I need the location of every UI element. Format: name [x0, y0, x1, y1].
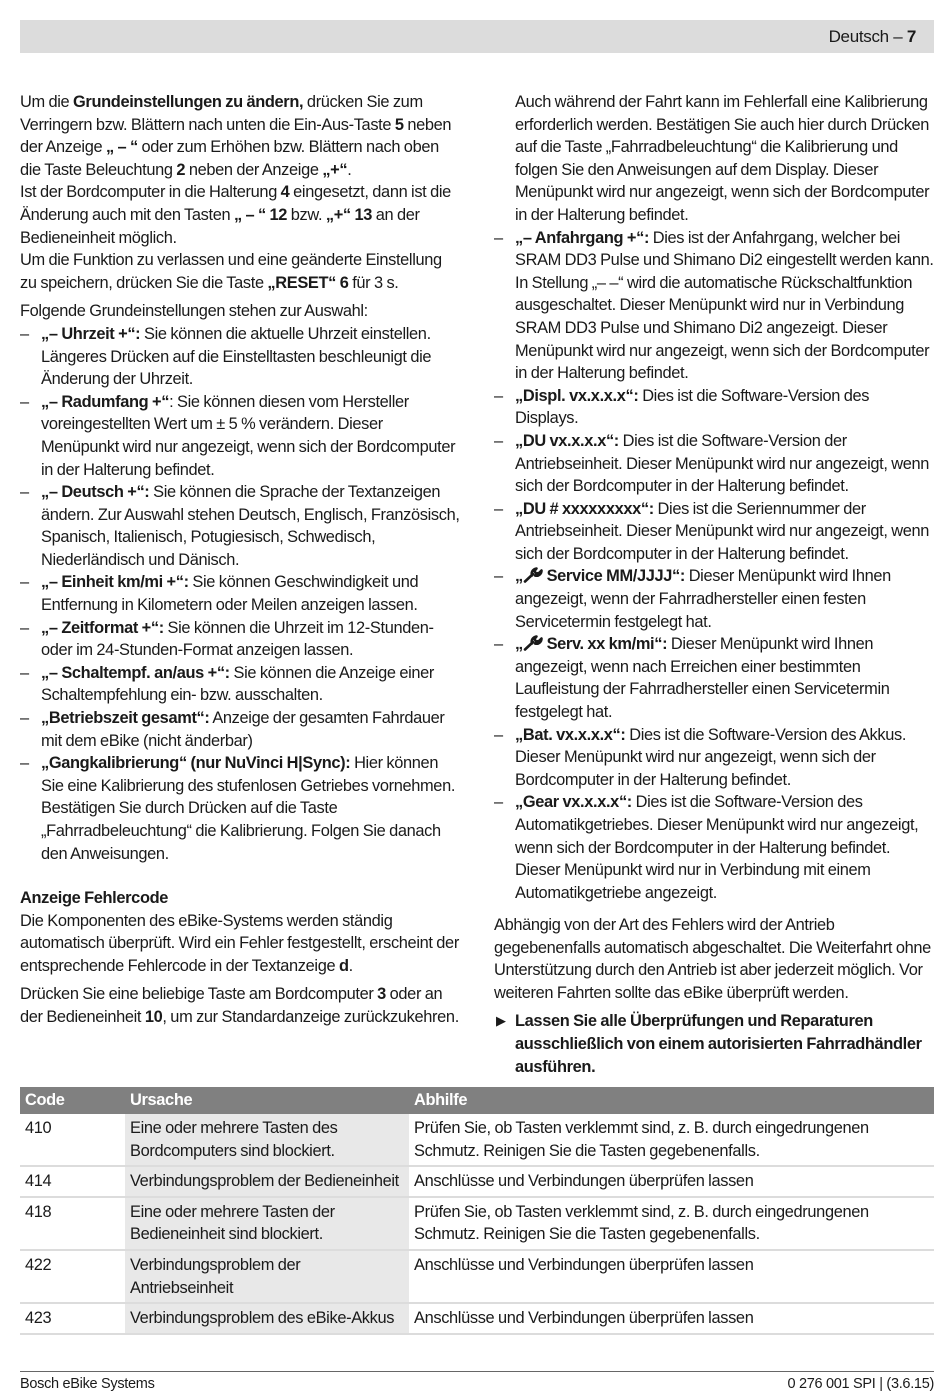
page-header — [20, 20, 934, 53]
list-item-text: Sie können die Sprache der Textanzeigen ändern. Zur Auswahl stehen Deutsch, Englisch, Französisch, Spanisch, Italienisch, Potugiesisch, Schwedisch, Niederländisch und Dänisch. — [41, 483, 460, 569]
error-remedy-cell: Anschlüsse und Verbindungen überprüfen lassen — [409, 1250, 934, 1303]
error-remedy-cell: Prüfen Sie, ob Tasten verklemmt sind, z. B. durch eingedrungenen Schmutz. Reinigen Sie die Tasten gegebenenfalls. — [409, 1114, 934, 1166]
list-item-text: Dieser Menüpunkt wird Ihnen angezeigt, wenn der Fahrradhersteller einen festen Servicetermin festgelegt hat. — [515, 567, 891, 631]
table-header-row — [20, 1087, 934, 1114]
list-item — [20, 391, 462, 481]
list-dash: – — [20, 573, 29, 592]
list-dash: – — [494, 386, 503, 405]
list-dash: – — [494, 499, 503, 518]
list-dash: – — [20, 709, 29, 728]
list-item-text: Dies ist der Anfahrgang, welcher bei SRAM DD3 Pulse und Shimano Di2 eingestellt werden kann. In Stellung „– –“ wird die automatische Rückschaltfunktion ausgeschaltet. Dieser Menüpunkt wird nur in Verbindung SRAM DD3 Pulse und Shimano Di2 angezeigt. Dieser Menüpunkt wird nur angezeigt, wenn sich der Bordcomputer in der Halterung befindet. — [515, 228, 934, 383]
paragraph-holder-keys: Ist der Bordcomputer in die Halterung 4 eingesetzt, dann ist die Änderung auch mit den Tasten „ – “ 12 bzw. „+“ 13 an der Bedieneinheit möglich. — [20, 183, 451, 247]
left-column — [20, 91, 462, 865]
list-item-text: Dies ist die Software-Version des Akkus. Dieser Menüpunkt wird nur angezeigt, wenn sich der Bordcomputer in der Halterung befindet. — [515, 725, 907, 789]
error-code-cell: 414 — [20, 1166, 125, 1197]
list-item — [494, 633, 935, 723]
paragraph-save-setting: Um die Funktion zu verlassen und eine geänderte Einstellung zu speichern, drücken Sie die Taste „RESET“ 6 für 3 s. — [20, 251, 442, 292]
error-cause-cell: Eine oder mehrere Tasten des Bordcomputers sind blockiert. — [125, 1114, 409, 1166]
list-item-label: „– Zeitformat +“: — [41, 618, 164, 637]
column-header-cause: Ursache — [125, 1087, 409, 1114]
right-column — [494, 91, 935, 904]
header-page-number: 7 — [906, 27, 916, 46]
list-item-label: „– Deutsch +“: — [41, 483, 150, 502]
list-dash: – — [494, 725, 503, 744]
list-item-text: Dieser Menüpunkt wird Ihnen angezeigt, wenn nach Erreichen einer bestimmten Laufleistung der Fahrradhersteller einen Servicetermin festgelegt hat. — [515, 635, 890, 722]
column-header-remedy: Abhilfe — [409, 1087, 934, 1114]
list-dash: – — [20, 392, 29, 411]
list-item-text: Dies ist die Seriennummer der Antriebseinheit. Dieser Menüpunkt wird nur angezeigt, wenn sich der Bordcomputer in der Halterung befindet. — [515, 499, 930, 563]
list-item-text: : Sie können diesen vom Hersteller voreingestellten Wert um ± 5 % verändern. Dieser Menüpunkt wird nur angezeigt, wenn sich der Bordcomputer in der Halterung befindet. — [41, 392, 456, 479]
error-cause-cell: Eine oder mehrere Tasten der Bedieneinheit sind blockiert. — [125, 1197, 409, 1250]
error-cause-cell: Verbindungsproblem der Bedieneinheit — [125, 1166, 409, 1197]
error-cause-cell: Verbindungsproblem der Antriebseinheit — [125, 1250, 409, 1303]
list-item-label: „– Anfahrgang +“: — [515, 228, 650, 247]
list-item — [494, 724, 935, 792]
table-row — [20, 1197, 934, 1250]
list-item-label: „ Serv. xx km/mi“: — [515, 635, 668, 654]
list-item-label: „Betriebszeit gesamt“: — [41, 709, 210, 728]
list-item — [20, 662, 462, 707]
table-row — [20, 1114, 934, 1166]
wrench-icon — [523, 635, 543, 651]
paragraph-return-standard: Drücken Sie eine beliebige Taste am Bordcomputer 3 oder an der Bedieneinheit 10, um zur Standardanzeige zurückzukehren. — [20, 985, 459, 1026]
footer-divider — [20, 1371, 934, 1372]
list-item-label: „Bat. vx.x.x.x“: — [515, 725, 626, 744]
list-item — [494, 385, 935, 430]
header-language: Deutsch — [828, 27, 889, 46]
section-title-error-code: Anzeige Fehlercode — [20, 889, 169, 907]
page-number-label — [829, 27, 916, 47]
list-item-label: „DU vx.x.x.x“: — [515, 431, 619, 450]
paragraph-error-check: Die Komponenten des eBike-Systems werden ständig automatisch überprüft. Wird ein Fehler festgestellt, erscheint der entsprechende Fehlercode in der Textanzeige d. — [20, 911, 459, 975]
header-separator: – — [888, 27, 907, 46]
list-item-label: „– Uhrzeit +“: — [41, 324, 141, 343]
list-item — [20, 707, 462, 752]
error-remedy-cell: Anschlüsse und Verbindungen überprüfen lassen — [409, 1166, 934, 1197]
list-item — [494, 430, 935, 498]
list-dash: – — [20, 754, 29, 773]
info-settings-list — [494, 227, 935, 905]
error-section-right — [494, 914, 935, 1078]
list-item — [494, 565, 935, 633]
list-item — [494, 791, 935, 904]
list-item-label: „DU # xxxxxxxxx“: — [515, 499, 654, 518]
list-item — [20, 571, 462, 616]
error-remedy-cell: Prüfen Sie, ob Tasten verklemmt sind, z. B. durch eingedrungenen Schmutz. Reinigen Sie die Tasten gegebenenfalls. — [409, 1197, 934, 1250]
error-code-cell: 410 — [20, 1114, 125, 1166]
list-item-label: „Gangkalibrierung“ (nur NuVinci H|Sync): — [41, 754, 351, 773]
service-note-text: Lassen Sie alle Überprüfungen und Reparaturen ausschließlich von einem autorisierten Fahrradhändler ausführen. — [515, 1012, 922, 1076]
table-row — [20, 1303, 934, 1334]
list-item-text: Sie können die Anzeige einer Schaltempfehlung ein- bzw. ausschalten. — [41, 663, 435, 705]
list-dash: – — [20, 483, 29, 502]
list-item-label: „– Schaltempf. an/aus +“: — [41, 663, 230, 682]
service-note — [494, 1010, 935, 1078]
error-code-cell: 423 — [20, 1303, 125, 1334]
paragraph-settings-intro: Folgende Grundeinstellungen stehen zur Auswahl: — [20, 302, 368, 321]
list-item-text: Dies ist die Software-Version der Antriebseinheit. Dieser Menüpunkt wird nur angezeigt, wenn sich der Bordcomputer in der Halterung befindet. — [515, 431, 930, 496]
list-item — [494, 498, 935, 566]
paragraph-drive-shutdown: Abhängig von der Art des Fehlers wird der Antrieb gegebenenfalls automatisch abgeschaltet. Die Weiterfahrt ohne Unterstützung durch den Antrieb ist aber jederzeit möglich. Vor weiteren Fahrten sollte das eBike überprüft werden. — [494, 916, 931, 1002]
error-code-cell: 422 — [20, 1250, 125, 1303]
list-item-text: Dies ist die Software-Version des Automatikgetriebes. Dieser Menüpunkt wird nur angezeigt, wenn sich der Bordcomputer in der Halterung befindet. Dieser Menüpunkt wird nur in Verbindung mit einem Automatikgetriebe angezeigt. — [515, 793, 919, 902]
error-cause-cell: Verbindungsproblem des eBike-Akkus — [125, 1303, 409, 1334]
list-item-label: „ Service MM/JJJJ“: — [515, 567, 685, 586]
list-item-text: Sie können die Uhrzeit im 12-Stunden- oder im 24-Stunden-Format anzeigen lassen. — [41, 618, 434, 660]
list-item-text: Sie können Geschwindigkeit und Entfernung in Kilometern oder Meilen anzeigen lassen. — [41, 573, 419, 615]
list-item-label: „– Einheit km/mi +“: — [41, 573, 189, 592]
list-dash: – — [494, 431, 503, 450]
list-item — [494, 227, 935, 385]
error-code-cell: 418 — [20, 1197, 125, 1250]
list-dash: – — [20, 663, 29, 682]
list-dash: – — [494, 228, 503, 247]
list-item-text: Dies ist die Software-Version des Displays. — [515, 386, 870, 428]
table-body — [20, 1114, 934, 1334]
list-dash: – — [494, 635, 503, 654]
error-section-left — [20, 887, 462, 1029]
paragraph-change-settings: Um die Grundeinstellungen zu ändern, drücken Sie zum Verringern bzw. Blättern nach unten die Ein-Aus-Taste 5 neben der Anzeige „ – “ oder zum Erhöhen bzw. Blättern nach oben die Taste Beleuchtung 2 neben der Anzeige „+“. — [20, 93, 452, 179]
table-row — [20, 1166, 934, 1197]
list-dash: – — [20, 324, 29, 343]
footer-publisher: Bosch eBike Systems — [20, 1376, 155, 1392]
list-dash: – — [494, 793, 503, 812]
list-item-text: Anzeige der gesamten Fahrdauer mit dem eBike (nicht änderbar) — [41, 709, 445, 750]
list-item-label: „– Radumfang +“ — [41, 392, 170, 411]
arrow-right-icon: ▶ — [496, 1013, 506, 1029]
list-item — [20, 617, 462, 662]
list-item — [20, 481, 462, 571]
basic-settings-list — [20, 323, 462, 865]
list-item — [20, 752, 462, 865]
table-row — [20, 1250, 934, 1303]
list-item-label: „Displ. vx.x.x.x“: — [515, 386, 639, 405]
footer-document-id: 0 276 001 SPI | (3.6.15) — [787, 1376, 934, 1392]
list-dash: – — [494, 567, 503, 586]
paragraph-calibration-continuation: Auch während der Fahrt kann im Fehlerfall eine Kalibrierung erforderlich werden. Bestätigen Sie auch hier durch Drücken auf die Taste „Fahrradbeleuchtung“ die Kalibrierung und folgen Sie den Anweisungen auf dem Display. Dieser Menüpunkt wird nur angezeigt, wenn sich der Bordcomputer in der Halterung befindet. — [515, 93, 930, 224]
list-item-text: Hier können Sie eine Kalibrierung des stufenlosen Getriebes vornehmen. Bestätigen Sie durch Drücken auf die Taste „Fahrradbeleuchtung“ die Kalibrierung. Folgen Sie danach den Anweisungen. — [41, 754, 456, 863]
list-item — [20, 323, 462, 391]
wrench-icon — [523, 567, 543, 583]
column-header-code: Code — [20, 1087, 125, 1114]
list-item-label: „Gear vx.x.x.x“: — [515, 793, 632, 812]
list-dash: – — [20, 618, 29, 637]
list-item-text: Sie können die aktuelle Uhrzeit einstellen. Längeres Drücken auf die Einstelltasten beschleunigt die Änderung der Uhrzeit. — [41, 324, 432, 389]
error-code-table — [20, 1087, 934, 1335]
error-remedy-cell: Anschlüsse und Verbindungen überprüfen lassen — [409, 1303, 934, 1334]
